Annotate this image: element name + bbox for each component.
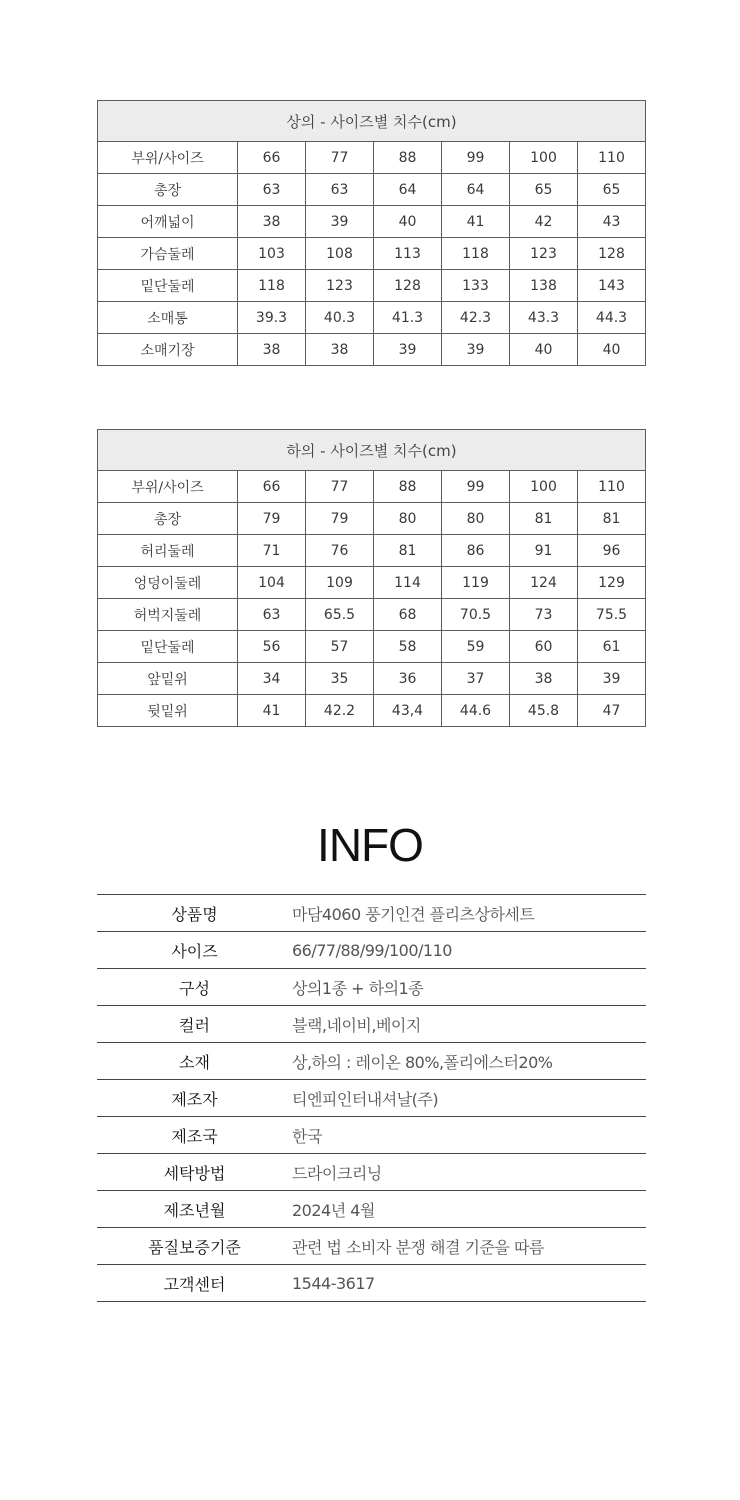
size-header-cell: 77 — [306, 471, 374, 503]
measurement-value-cell: 38 — [306, 334, 374, 366]
info-row — [97, 1191, 646, 1228]
info-row — [97, 1043, 646, 1080]
info-value: 블랙,네이비,베이지 — [292, 1015, 421, 1035]
measurement-label-cell: 소매기장 — [98, 334, 238, 366]
info-value: 상의1종 + 하의1종 — [292, 978, 424, 998]
measurement-value-cell: 104 — [238, 567, 306, 599]
info-value: 드라이크리닝 — [292, 1163, 382, 1183]
measurement-value-cell: 65.5 — [306, 599, 374, 631]
measurement-label-cell: 총장 — [98, 503, 238, 535]
info-key: 제조자 — [171, 1089, 218, 1109]
measurement-value-cell: 123 — [306, 270, 374, 302]
measurement-value-cell: 38 — [510, 663, 578, 695]
header-label-cell: 부위/사이즈 — [98, 471, 238, 503]
info-key: 사이즈 — [171, 941, 218, 961]
table-row — [98, 631, 646, 663]
measurement-label-cell: 밑단둘레 — [98, 631, 238, 663]
measurement-value-cell: 40 — [510, 334, 578, 366]
measurement-value-cell: 43 — [578, 206, 646, 238]
measurement-value-cell: 35 — [306, 663, 374, 695]
measurement-value-cell: 45.8 — [510, 695, 578, 727]
table-row — [98, 535, 646, 567]
measurement-value-cell: 39 — [306, 206, 374, 238]
info-key: 세탁방법 — [163, 1163, 226, 1183]
info-row — [97, 1154, 646, 1191]
measurement-value-cell: 109 — [306, 567, 374, 599]
info-row — [97, 1006, 646, 1043]
measurement-value-cell: 123 — [510, 238, 578, 270]
measurement-label-cell: 허벅지둘레 — [98, 599, 238, 631]
measurement-value-cell: 39 — [442, 334, 510, 366]
measurement-value-cell: 81 — [510, 503, 578, 535]
measurement-value-cell: 128 — [578, 238, 646, 270]
size-header-cell: 88 — [374, 471, 442, 503]
measurement-value-cell: 34 — [238, 663, 306, 695]
measurement-value-cell: 118 — [442, 238, 510, 270]
info-key: 상품명 — [171, 904, 218, 924]
measurement-label-cell: 앞밑위 — [98, 663, 238, 695]
measurement-value-cell: 79 — [306, 503, 374, 535]
table-header-row — [98, 471, 646, 503]
table-row — [98, 206, 646, 238]
measurement-value-cell: 41 — [238, 695, 306, 727]
measurement-value-cell: 38 — [238, 334, 306, 366]
measurement-label-cell: 가슴둘레 — [98, 238, 238, 270]
table-row — [98, 270, 646, 302]
info-list — [97, 894, 646, 1302]
measurement-value-cell: 37 — [442, 663, 510, 695]
measurement-value-cell: 40 — [374, 206, 442, 238]
measurement-value-cell: 36 — [374, 663, 442, 695]
measurement-value-cell: 80 — [374, 503, 442, 535]
measurement-value-cell: 40.3 — [306, 302, 374, 334]
size-header-cell: 66 — [238, 142, 306, 174]
measurement-value-cell: 128 — [374, 270, 442, 302]
measurement-value-cell: 60 — [510, 631, 578, 663]
info-value: 상,하의 : 레이온 80%,폴리에스터20% — [292, 1052, 553, 1072]
measurement-value-cell: 129 — [578, 567, 646, 599]
info-value: 관련 법 소비자 분쟁 해결 기준을 따름 — [292, 1237, 544, 1257]
measurement-label-cell: 뒷밑위 — [98, 695, 238, 727]
table-row — [98, 174, 646, 206]
info-title: INFO — [317, 819, 423, 871]
measurement-value-cell: 58 — [374, 631, 442, 663]
measurement-value-cell: 103 — [238, 238, 306, 270]
measurement-value-cell: 64 — [442, 174, 510, 206]
table-header-row — [98, 142, 646, 174]
measurement-value-cell: 65 — [578, 174, 646, 206]
measurement-value-cell: 73 — [510, 599, 578, 631]
measurement-value-cell: 42.2 — [306, 695, 374, 727]
info-key: 품질보증기준 — [148, 1237, 241, 1257]
size-header-cell: 66 — [238, 471, 306, 503]
info-key: 제조국 — [171, 1126, 218, 1146]
measurement-value-cell: 38 — [238, 206, 306, 238]
info-value: 한국 — [292, 1126, 322, 1146]
measurement-value-cell: 91 — [510, 535, 578, 567]
size-header-cell: 77 — [306, 142, 374, 174]
measurement-value-cell: 75.5 — [578, 599, 646, 631]
top-table-title: 상의 - 사이즈별 치수(cm) — [98, 101, 646, 142]
measurement-value-cell: 138 — [510, 270, 578, 302]
measurement-value-cell: 63 — [238, 599, 306, 631]
measurement-value-cell: 43.3 — [510, 302, 578, 334]
measurement-value-cell: 80 — [442, 503, 510, 535]
info-value: 2024년 4월 — [292, 1200, 375, 1220]
measurement-value-cell: 42.3 — [442, 302, 510, 334]
measurement-value-cell: 113 — [374, 238, 442, 270]
bottom-size-table — [97, 429, 646, 727]
measurement-label-cell: 총장 — [98, 174, 238, 206]
measurement-value-cell: 59 — [442, 631, 510, 663]
table-row — [98, 302, 646, 334]
measurement-value-cell: 41 — [442, 206, 510, 238]
size-header-cell: 88 — [374, 142, 442, 174]
measurement-value-cell: 124 — [510, 567, 578, 599]
measurement-label-cell: 소매통 — [98, 302, 238, 334]
measurement-value-cell: 133 — [442, 270, 510, 302]
info-value: 1544-3617 — [292, 1273, 375, 1293]
measurement-label-cell: 엉덩이둘레 — [98, 567, 238, 599]
measurement-value-cell: 143 — [578, 270, 646, 302]
measurement-value-cell: 39 — [374, 334, 442, 366]
info-row — [97, 1117, 646, 1154]
size-header-cell: 99 — [442, 471, 510, 503]
measurement-value-cell: 86 — [442, 535, 510, 567]
info-value: 마담4060 풍기인견 플리츠상하세트 — [292, 904, 535, 924]
measurement-value-cell: 76 — [306, 535, 374, 567]
measurement-value-cell: 40 — [578, 334, 646, 366]
measurement-value-cell: 47 — [578, 695, 646, 727]
measurement-value-cell: 64 — [374, 174, 442, 206]
info-key: 구성 — [179, 978, 210, 998]
size-header-cell: 110 — [578, 471, 646, 503]
measurement-value-cell: 65 — [510, 174, 578, 206]
measurement-value-cell: 81 — [374, 535, 442, 567]
measurement-value-cell: 39.3 — [238, 302, 306, 334]
size-header-cell: 100 — [510, 471, 578, 503]
measurement-value-cell: 79 — [238, 503, 306, 535]
measurement-value-cell: 96 — [578, 535, 646, 567]
info-row — [97, 969, 646, 1006]
table-row — [98, 599, 646, 631]
table-row — [98, 663, 646, 695]
table-row — [98, 503, 646, 535]
measurement-label-cell: 밑단둘레 — [98, 270, 238, 302]
table-row — [98, 567, 646, 599]
measurement-value-cell: 42 — [510, 206, 578, 238]
info-row — [97, 1228, 646, 1265]
measurement-value-cell: 43,4 — [374, 695, 442, 727]
table-row — [98, 334, 646, 366]
measurement-value-cell: 71 — [238, 535, 306, 567]
measurement-value-cell: 68 — [374, 599, 442, 631]
info-value: 66/77/88/99/100/110 — [292, 940, 452, 960]
bottom-table-title: 하의 - 사이즈별 치수(cm) — [98, 430, 646, 471]
measurement-value-cell: 63 — [306, 174, 374, 206]
measurement-value-cell: 114 — [374, 567, 442, 599]
info-row — [97, 895, 646, 932]
measurement-label-cell: 허리둘레 — [98, 535, 238, 567]
measurement-label-cell: 어깨넓이 — [98, 206, 238, 238]
measurement-value-cell: 56 — [238, 631, 306, 663]
size-header-cell: 110 — [578, 142, 646, 174]
info-row — [97, 932, 646, 969]
table-row — [98, 238, 646, 270]
measurement-value-cell: 44.6 — [442, 695, 510, 727]
measurement-value-cell: 61 — [578, 631, 646, 663]
table-row — [98, 695, 646, 727]
measurement-value-cell: 44.3 — [578, 302, 646, 334]
top-size-table — [97, 100, 646, 366]
info-row — [97, 1265, 646, 1302]
size-header-cell: 99 — [442, 142, 510, 174]
info-key: 컬러 — [179, 1015, 210, 1035]
info-value: 티엔피인터내셔날(주) — [292, 1089, 439, 1109]
header-label-cell: 부위/사이즈 — [98, 142, 238, 174]
measurement-value-cell: 118 — [238, 270, 306, 302]
measurement-value-cell: 108 — [306, 238, 374, 270]
size-header-cell: 100 — [510, 142, 578, 174]
info-row — [97, 1080, 646, 1117]
measurement-value-cell: 81 — [578, 503, 646, 535]
info-key: 고객센터 — [163, 1274, 226, 1294]
info-key: 제조년월 — [163, 1200, 226, 1220]
info-key: 소재 — [179, 1052, 210, 1072]
measurement-value-cell: 63 — [238, 174, 306, 206]
measurement-value-cell: 119 — [442, 567, 510, 599]
measurement-value-cell: 57 — [306, 631, 374, 663]
measurement-value-cell: 70.5 — [442, 599, 510, 631]
measurement-value-cell: 41.3 — [374, 302, 442, 334]
measurement-value-cell: 39 — [578, 663, 646, 695]
